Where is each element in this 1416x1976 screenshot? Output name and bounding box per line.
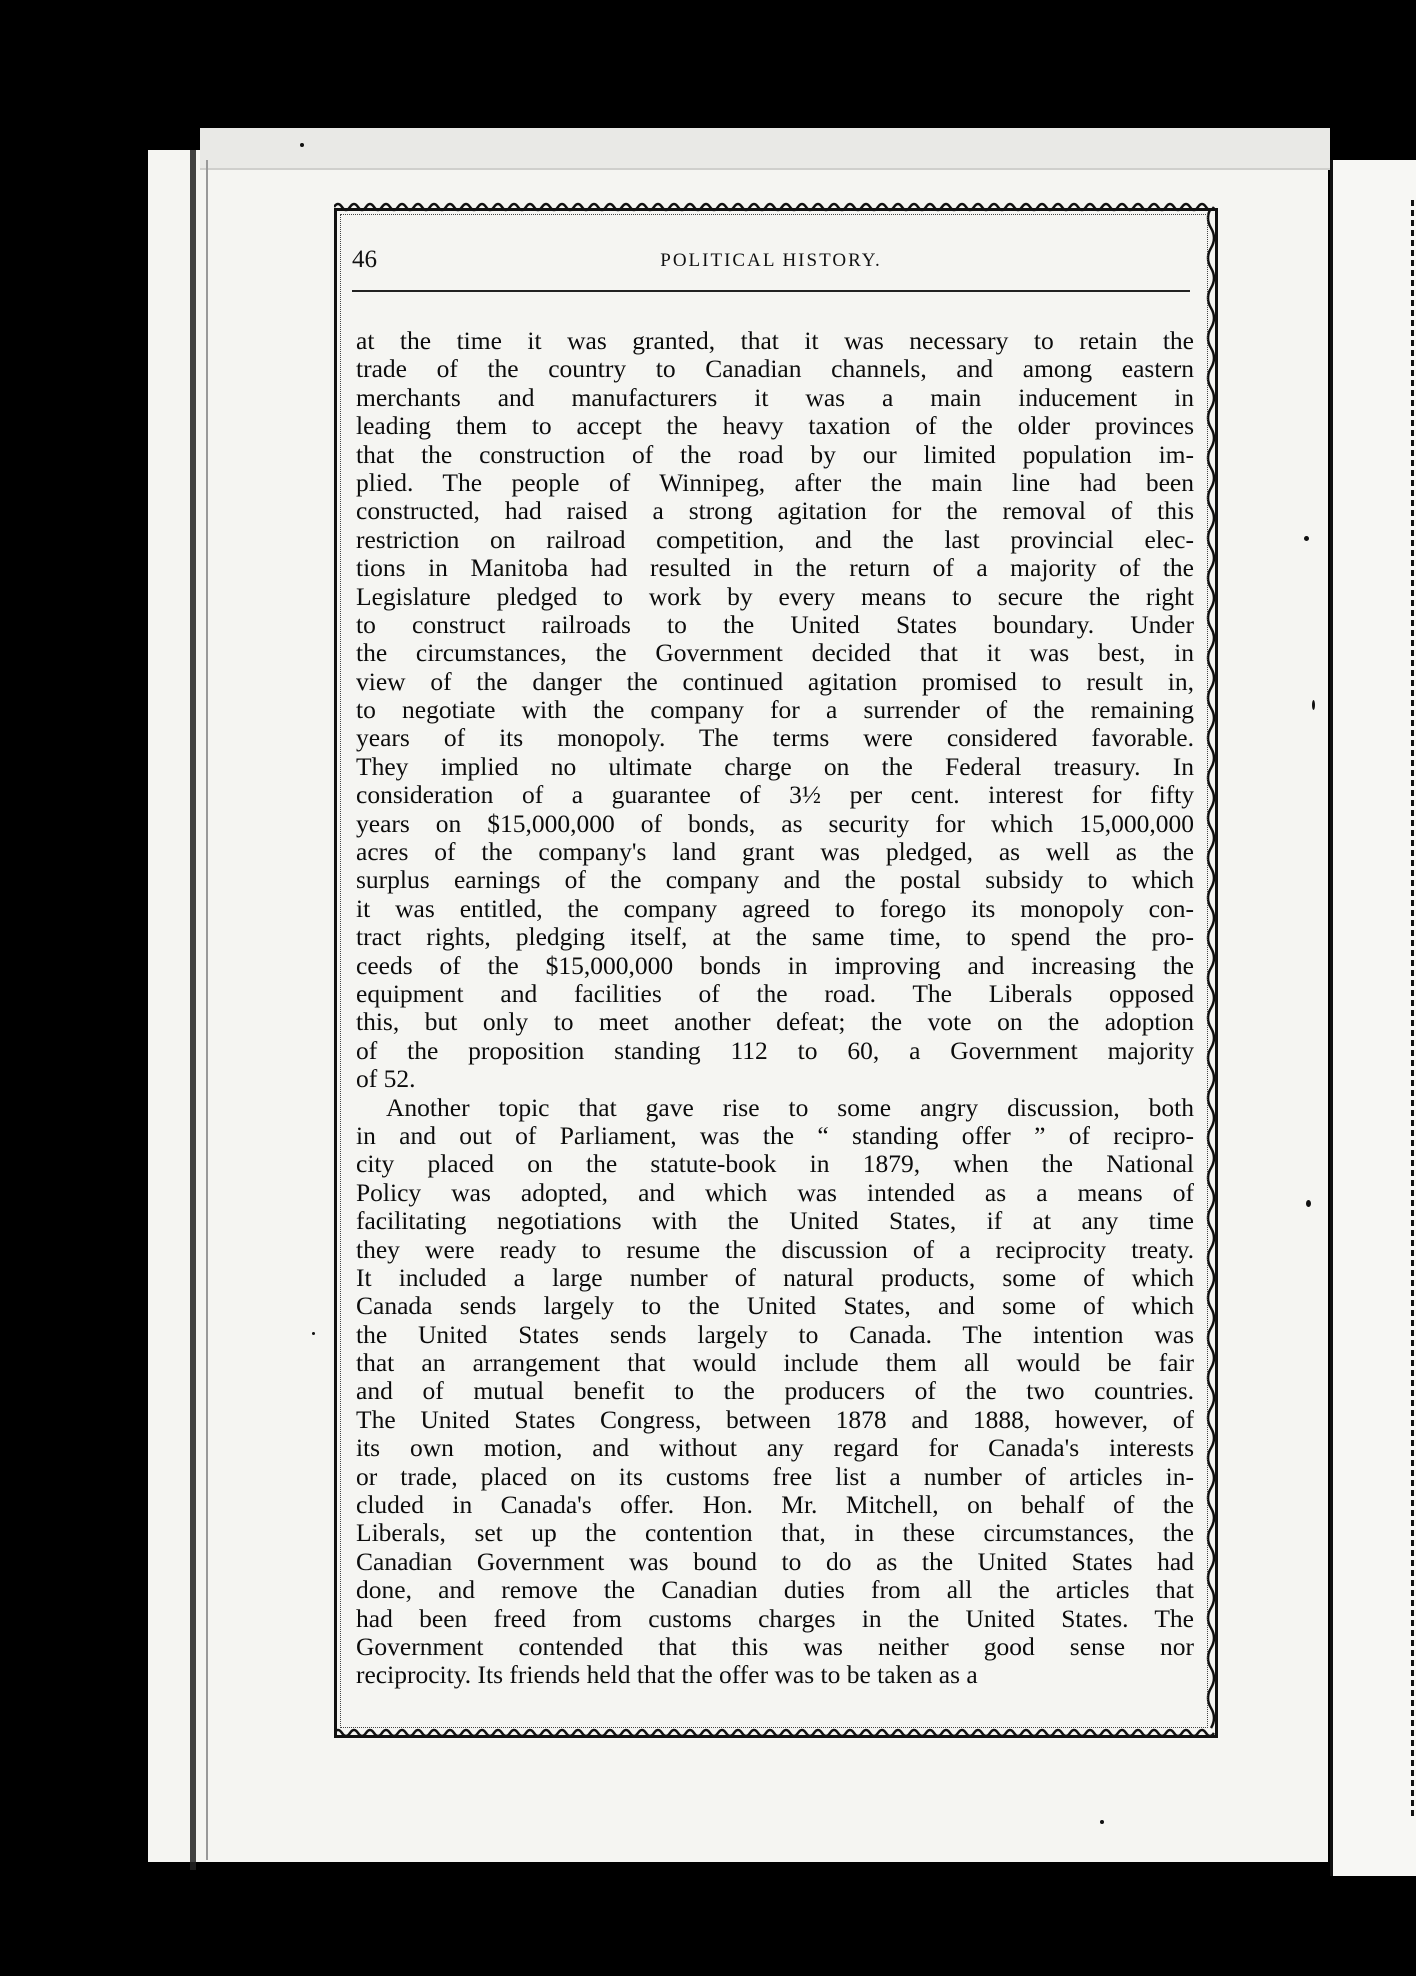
text-line: this, but only to meet another defeat; the vote on the adoption [356,1008,1194,1037]
page-edge-shadow [200,128,1330,170]
text-line: ceeds of the $15,000,000 bonds in improving and increasing the [356,951,1194,980]
scan-speck [300,143,304,147]
text-line: city placed on the statute-book in 1879, when the National [356,1150,1194,1179]
text-line: the United States sends largely to Canada. The intention was [356,1320,1194,1349]
text-line: of the proposition standing 112 to 60, a Government majority [356,1036,1194,1065]
text-line: Legislature pledged to work by every means to secure the right [356,582,1194,611]
header-rule [352,290,1190,292]
text-line: reciprocity. Its friends held that the offer was to be taken as a [356,1661,978,1690]
text-line: consideration of a guarantee of 3½ per cent. interest for fifty [356,781,1194,810]
text-line: that the construction of the road by our limited population im- [356,440,1194,469]
text-line: its own motion, and without any regard for Canada's interests [356,1434,1194,1463]
scan-speck [1304,536,1309,541]
text-line: Policy was adopted, and which was intended as a means of [356,1178,1194,1207]
body-text [356,327,1194,1690]
text-line: to negotiate with the company for a surrender of the remaining [356,696,1194,725]
text-line: of 52. [356,1065,416,1094]
text-line: acres of the company's land grant was pledged, as well as the [356,838,1194,867]
text-line: at the time it was granted, that it was necessary to retain the [356,327,1194,355]
text-line: they were ready to resume the discussion of a reciprocity treaty. [356,1235,1194,1264]
text-line: It included a large number of natural products, some of which [356,1263,1194,1292]
paragraph [356,1094,1194,1690]
text-line: and of mutual benefit to the producers of the two countries. [356,1377,1194,1406]
text-line: had been freed from customs charges in the United States. The [356,1604,1194,1633]
scan-speck [1100,1820,1104,1824]
text-line: equipment and facilities of the road. The Liberals opposed [356,979,1194,1008]
page-number: 46 [352,246,377,273]
text-line: plied. The people of Winnipeg, after the main line had been [356,468,1194,497]
text-line: Canada sends largely to the United States, and some of which [356,1292,1194,1321]
text-line: it was entitled, the company agreed to forego its monopoly con- [356,894,1194,923]
text-line: tions in Manitoba had resulted in the return of a majority of the [356,554,1194,583]
text-line: in and out of Parliament, was the “ standing offer ” of recipro- [356,1121,1194,1150]
text-line: Another topic that gave rise to some angry discussion, both [386,1093,1194,1122]
text-line: surplus earnings of the company and the postal subsidy to which [356,866,1194,895]
text-line: facilitating negotiations with the United States, if at any time [356,1207,1194,1236]
text-line: They implied no ultimate charge on the Federal treasury. In [356,752,1194,781]
text-line: restriction on railroad competition, and the last provincial elec- [356,525,1194,554]
text-line: the circumstances, the Government decided that it was best, in [356,639,1194,668]
text-line: merchants and manufacturers it was a main inducement in [356,383,1194,412]
scan-speck [1312,700,1315,710]
text-line: constructed, had raised a strong agitation for the removal of this [356,497,1194,526]
text-line: Liberals, set up the contention that, in these circumstances, the [356,1519,1194,1548]
text-line: years on $15,000,000 of bonds, as security for which 15,000,000 [356,809,1194,838]
scan-speck [1306,1200,1311,1207]
scan-speck [312,1332,315,1335]
text-line: that an arrangement that would include them all would be fair [356,1349,1194,1378]
text-line: leading them to accept the heavy taxation of the older provinces [356,412,1194,441]
text-line: cluded in Canada's offer. Hon. Mr. Mitchell, on behalf of the [356,1491,1194,1520]
text-line: The United States Congress, between 1878 and 1888, however, of [356,1405,1194,1434]
book-spine [190,150,196,1870]
text-line: tract rights, pledging itself, at the same time, to spend the pro- [356,923,1194,952]
text-line: to construct railroads to the United States boundary. Under [356,610,1194,639]
text-line: trade of the country to Canadian channels, and among eastern [356,355,1194,384]
text-line: Canadian Government was bound to do as the United States had [356,1547,1194,1576]
paragraph [356,327,1194,1094]
text-line: view of the danger the continued agitation promised to result in, [356,667,1194,696]
text-line: or trade, placed on its customs free list a number of articles in- [356,1462,1194,1491]
running-head: POLITICAL HISTORY. [660,250,882,271]
text-line: years of its monopoly. The terms were considered favorable. [356,724,1194,753]
text-line: Government contended that this was neither good sense nor [356,1632,1194,1661]
book-spine-line [206,160,208,1860]
page-header [352,240,1190,290]
adjacent-page-edge [1330,160,1416,1876]
text-line: done, and remove the Canadian duties from all the articles that [356,1576,1194,1605]
